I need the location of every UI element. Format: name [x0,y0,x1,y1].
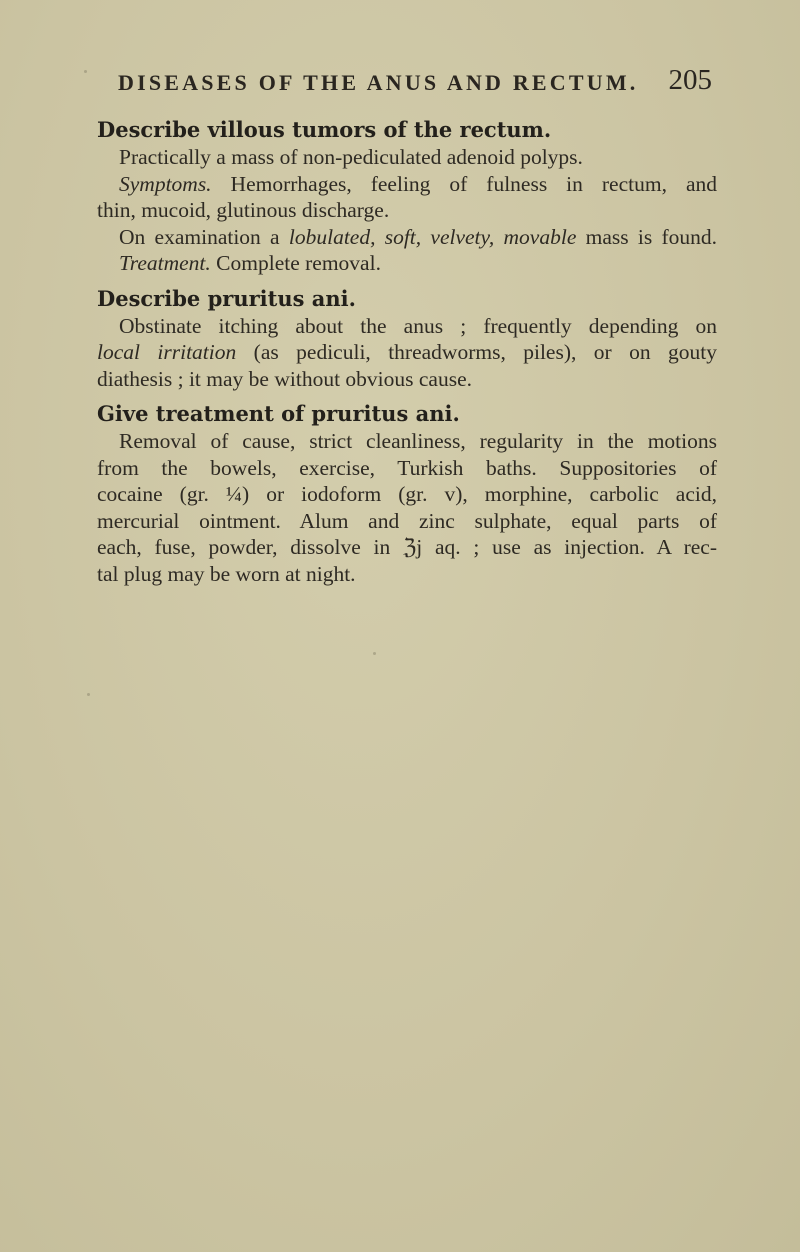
qa-section [97,400,717,587]
answer-text [97,313,717,393]
italic-text: Symptoms. [119,171,212,196]
question-heading: Give treatment of pruritus ani. [97,401,460,426]
answer-line [97,339,717,366]
answer-line [119,250,717,277]
answer-line [97,197,717,224]
text-run: mass is found. [576,224,718,249]
paper-speck [84,70,87,73]
text-run: Hemorrhages, feeling of fulness in rectum, and [211,171,717,196]
page-body [97,116,717,595]
qa-section [97,116,717,277]
text-run: tal plug may be worn at night. [97,561,356,586]
paper-speck [373,652,376,655]
answer-text [97,428,717,587]
text-run: Removal of cause, strict cleanliness, regularity in the motions [119,429,717,453]
answer-line [119,171,717,198]
text-run: mercurial ointment. Alum and zinc sulphate, equal parts of [97,508,717,533]
paper-speck [87,693,90,696]
text-run: On examination a [119,224,289,249]
answer-line [97,366,717,393]
text-run: each, fuse, powder, dissolve in ℨj aq. ; use as injection. A rec- [97,535,717,559]
answer-line [97,561,717,588]
question-heading: Describe pruritus ani. [97,285,356,311]
italic-text: local irritation [97,340,237,364]
text-run: Complete removal. [210,251,381,275]
page-number: 205 [668,64,712,96]
answer-line [97,481,717,508]
text-run: from the bowels, exercise, Turkish baths. Suppositories of [97,455,717,480]
text-run: thin, mucoid, glutinous discharge. [97,198,390,222]
italic-text: lobulated, soft, velvety, movable [288,224,577,249]
qa-section [97,285,717,393]
answer-line [97,455,717,482]
running-head-title: DISEASES OF THE ANUS AND RECTUM. [118,70,639,95]
text-run: diathesis ; it may be without obvious cause. [97,366,473,391]
question-heading: Describe villous tumors of the rectum. [97,117,552,142]
answer-line [119,313,717,340]
text-run: Obstinate itching about the anus ; frequently depending on [119,313,717,338]
italic-text: Treatment. [119,251,211,275]
answer-line [119,144,717,171]
text-run: cocaine (gr. ¼) or iodoform (gr. v), morphine, carbolic acid, [97,482,717,506]
answer-line [119,224,717,251]
text-run: (as pediculi, threadworms, piles), or on gouty [236,340,717,364]
running-head [118,64,718,110]
answer-line [97,534,717,561]
text-run: Practically a mass of non-pediculated adenoid polyps. [119,145,583,169]
answer-line [119,428,717,455]
answer-line [97,508,717,535]
answer-text [97,144,718,277]
